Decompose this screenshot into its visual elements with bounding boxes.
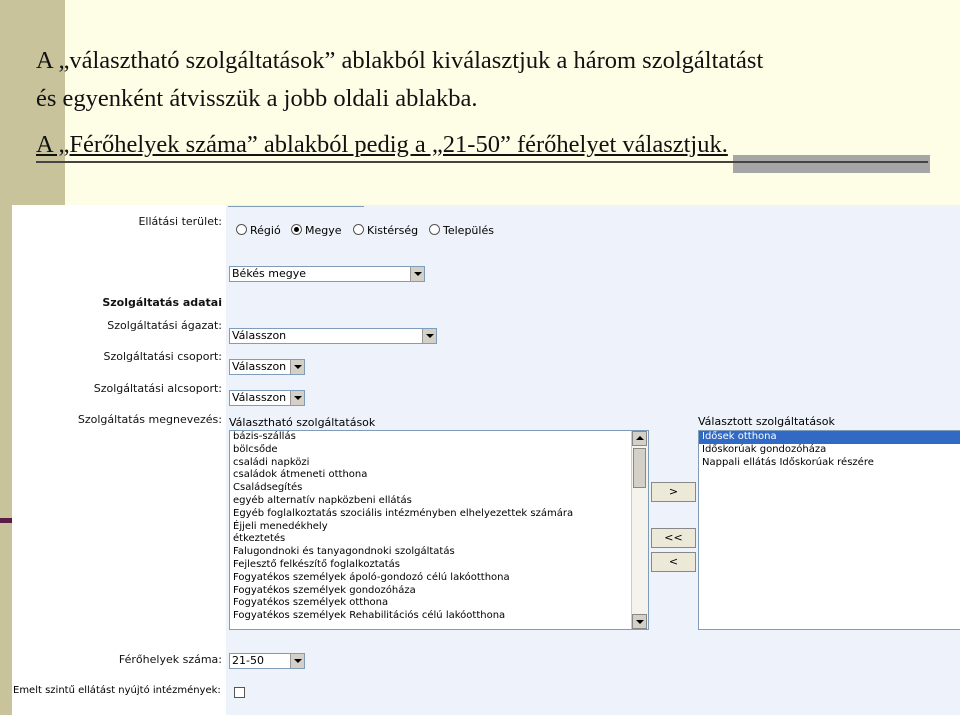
radio-regio[interactable] <box>236 224 281 237</box>
list-item[interactable]: Falugondnoki és tanyagondnoki szolgáltatás <box>233 546 455 558</box>
list-item[interactable]: egyéb alternatív napközbeni ellátás <box>233 494 412 506</box>
radio-label: Megye <box>305 224 342 237</box>
list-item[interactable]: Időskorúak gondozóháza <box>702 443 827 455</box>
valaszthato-title: Választható szolgáltatások <box>229 416 376 429</box>
ferohely-select[interactable] <box>229 653 305 669</box>
list-item[interactable]: Éjjeli menedékhely <box>233 520 328 532</box>
agazat-select[interactable] <box>229 328 437 344</box>
listbox-scrollbar[interactable] <box>631 431 648 629</box>
list-item[interactable]: bölcsőde <box>233 443 278 455</box>
scroll-down-icon[interactable] <box>632 614 647 629</box>
valasztott-listbox[interactable] <box>698 430 960 630</box>
select-value: Válasszon <box>232 360 287 373</box>
chevron-down-icon[interactable] <box>290 391 304 405</box>
ferohely-label: Férőhelyek száma: <box>118 653 222 666</box>
list-item[interactable]: családok átmeneti otthona <box>233 469 368 481</box>
scroll-up-icon[interactable] <box>632 431 647 446</box>
szolgaltatas-adatai-heading: Szolgáltatás adatai <box>102 296 222 309</box>
list-item[interactable]: Fogyatékos személyek ápoló-gondozó célú lakóotthona <box>233 571 510 583</box>
alcsoport-select[interactable] <box>229 390 305 406</box>
radio-label: Régió <box>250 224 281 237</box>
chevron-down-icon[interactable] <box>422 329 436 343</box>
radio-icon <box>353 224 364 235</box>
agazat-label: Szolgáltatási ágazat: <box>107 319 222 332</box>
megye-select[interactable] <box>229 266 425 282</box>
list-item[interactable]: családi napközi <box>233 456 310 468</box>
valaszthato-listbox[interactable] <box>229 430 649 630</box>
radio-icon <box>429 224 440 235</box>
list-item[interactable]: Nappali ellátás Időskorúak részére <box>702 456 874 468</box>
list-item[interactable]: Családsegítés <box>233 482 303 494</box>
remove-all-button[interactable]: << <box>651 528 696 548</box>
chevron-down-icon[interactable] <box>410 267 424 281</box>
slide-text-line-1: A „választható szolgáltatások” ablakból kiválasztjuk a három szolgáltatást <box>36 47 764 74</box>
radio-icon-selected <box>291 224 302 235</box>
radio-label: Település <box>443 224 494 237</box>
label-column <box>12 205 224 715</box>
ellatasi-terulet-label: Ellátási terület: <box>138 215 222 228</box>
radio-telepules[interactable] <box>429 224 494 237</box>
list-item[interactable]: Fogyatékos személyek Rehabilitációs célú lakóotthona <box>233 610 506 622</box>
scroll-thumb[interactable] <box>633 448 646 488</box>
list-item[interactable]: Egyéb foglalkoztatás szociális intézményben elhelyezettek számára <box>233 507 574 519</box>
radio-icon <box>236 224 247 235</box>
select-value: Békés megye <box>232 267 307 280</box>
slide-underline <box>36 161 928 163</box>
megnevezes-label: Szolgáltatás megnevezés: <box>77 413 222 426</box>
select-value: 21-50 <box>232 654 264 667</box>
radio-kisterseg[interactable] <box>353 224 418 237</box>
slide-decoration-box <box>733 155 930 173</box>
list-item[interactable]: Fogyatékos személyek gondozóháza <box>233 584 416 596</box>
radio-megye[interactable] <box>291 224 342 237</box>
remove-button[interactable]: < <box>651 552 696 572</box>
emelt-label: Emelt szintű ellátást nyújtó intézmények: <box>13 685 221 696</box>
radio-label: Kistérség <box>367 224 419 237</box>
select-value: Válasszon <box>232 391 287 404</box>
csoport-select[interactable] <box>229 359 305 375</box>
list-item[interactable]: étkeztetés <box>233 533 286 545</box>
chevron-down-icon[interactable] <box>290 360 304 374</box>
top-partial-field <box>228 205 364 207</box>
chevron-down-icon[interactable] <box>290 654 304 668</box>
form-screenshot <box>12 205 960 715</box>
add-button[interactable]: > <box>651 482 696 502</box>
list-item[interactable]: Idősek otthona <box>699 431 960 444</box>
csoport-label: Szolgáltatási csoport: <box>103 350 222 363</box>
alcsoport-label: Szolgáltatási alcsoport: <box>93 382 222 395</box>
select-value: Válasszon <box>232 329 287 342</box>
list-item[interactable]: bázis-szállás <box>233 431 296 442</box>
list-item[interactable]: Fogyatékos személyek otthona <box>233 597 389 609</box>
valasztott-items <box>699 431 960 469</box>
slide-text-line-2: és egyenként átvisszük a jobb oldali ablakba. <box>36 85 478 112</box>
valasztott-title: Választott szolgáltatások <box>698 415 835 428</box>
emelt-checkbox[interactable] <box>234 687 245 698</box>
slide-text-line-3: A „Férőhelyek száma” ablakból pedig a „21-50” férőhelyet választjuk. <box>36 131 728 158</box>
valaszthato-items <box>230 431 648 623</box>
list-item[interactable]: Fejlesztő felkészítő foglalkoztatás <box>233 558 401 570</box>
